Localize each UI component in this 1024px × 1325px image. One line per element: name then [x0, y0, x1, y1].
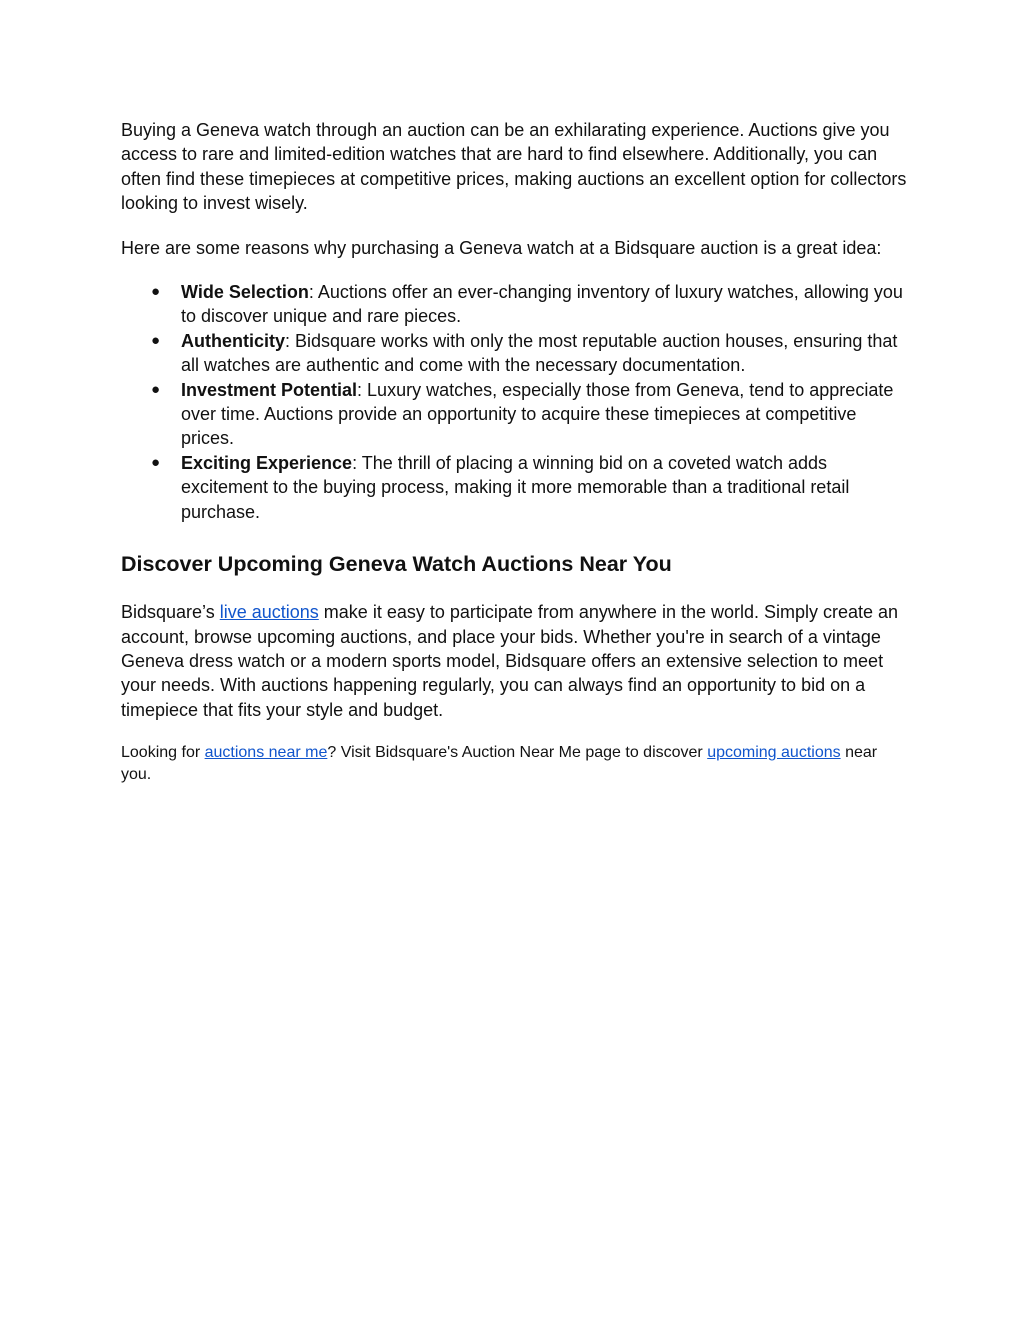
reason-title: Exciting Experience — [181, 452, 353, 473]
reason-text: : Luxury watches, especially those from Geneva, tend to appreciate over time. Auctions provide an opportunity to acquire these timepieces at competitive prices. — [181, 379, 894, 449]
intro-paragraph: Buying a Geneva watch through an auction can be an exhilarating experience. Auctions give you access to rare and limited-edition watches that are hard to find elsewhere. Additionally, you can often find these timepieces at competitive prices, making auctions an excellent option for collectors looking to invest wisely. — [121, 120, 907, 214]
list-item — [121, 378, 911, 451]
reason-title: Authenticity — [181, 330, 286, 351]
list-item — [121, 451, 911, 524]
reasons-lead-paragraph: Here are some reasons why purchasing a Geneva watch at a Bidsquare auction is a great idea: — [121, 237, 882, 258]
reason-title: Investment Potential — [181, 379, 358, 400]
bullet-icon: ● — [151, 283, 161, 301]
section-heading: Discover Upcoming Geneva Watch Auctions Near You — [121, 552, 672, 577]
upcoming-auctions-link[interactable]: upcoming auctions — [707, 744, 841, 762]
live-auctions-link[interactable]: live auctions — [219, 602, 319, 623]
reasons-list — [121, 280, 911, 524]
para-text-before: Bidsquare’s — [121, 602, 220, 623]
reason-text: : Auctions offer an ever-changing inventory of luxury watches, allowing you to discover unique and rare pieces. — [181, 282, 903, 327]
footer-text-before: Looking for — [121, 744, 205, 762]
reason-text: : The thrill of placing a winning bid on a coveted watch adds excitement to the buying process, making it more memorable than a traditional retail purchase. — [181, 452, 850, 522]
reason-text: : Bidsquare works with only the most reputable auction houses, ensuring that all watches are authentic and come with the necessary documentation. — [181, 330, 898, 376]
list-item — [121, 280, 911, 329]
bullet-icon: ● — [151, 453, 161, 471]
bullet-icon: ● — [151, 380, 161, 398]
auctions-near-me-link[interactable]: auctions near me — [204, 744, 328, 762]
bullet-icon: ● — [151, 331, 161, 349]
reason-title: Wide Selection — [181, 282, 309, 303]
footer-text-after: near you. — [121, 744, 878, 784]
para-text-after: make it easy to participate from anywhere in the world. Simply create an account, browse upcoming auctions, and place your bids. Whether you're in search of a vintage Geneva dress watch or a modern sports model, Bidsquare offers an extensive selection to meet your needs. With auctions happening regularly, you can always find an opportunity to bid on a timepiece that fits your style and budget. — [121, 602, 899, 720]
list-item — [121, 329, 911, 378]
footer-text-middle: ? Visit Bidsquare's Auction Near Me page to discover — [327, 744, 708, 762]
auctions-near-me-paragraph — [121, 742, 911, 786]
live-auctions-paragraph — [121, 600, 911, 722]
document-page — [121, 118, 911, 786]
